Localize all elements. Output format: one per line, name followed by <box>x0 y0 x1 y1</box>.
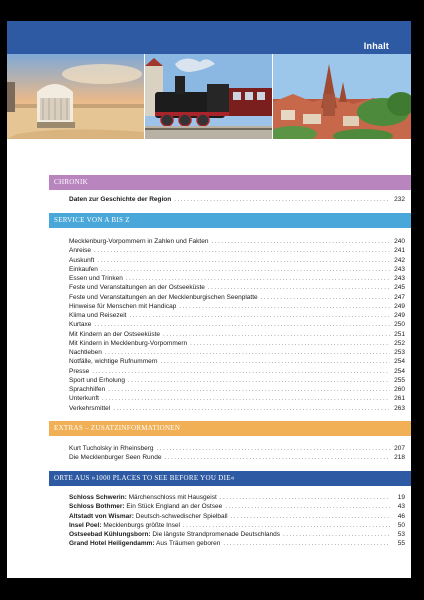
page-number: 55 <box>397 540 405 548</box>
entry-label: Mit Kindern an der Ostseeküste <box>69 330 161 338</box>
toc-entry[interactable] <box>69 376 411 385</box>
entry-label: Kurt Tucholsky in Rheinsberg <box>69 445 154 452</box>
toc-entry[interactable] <box>69 530 411 539</box>
page-number: 254 <box>394 367 405 375</box>
toc-entry[interactable] <box>69 265 411 274</box>
leader-dots <box>92 368 390 377</box>
leader-dots <box>231 513 390 522</box>
page-number: 261 <box>394 395 405 403</box>
entry-label: Die Mecklenburger Seen Runde <box>69 454 162 462</box>
page-title: Inhalt <box>363 41 389 51</box>
page-number: 240 <box>394 238 405 245</box>
leader-dots <box>101 266 390 275</box>
entry-label: Verkehrsmittel <box>69 404 111 412</box>
entry-label: Mit Kindern in Mecklenburg-Vorpommern <box>69 339 188 347</box>
leader-dots <box>157 445 390 454</box>
page-number: 245 <box>394 284 405 292</box>
leader-dots <box>261 294 390 303</box>
page-number: 251 <box>394 330 405 338</box>
toc-entry[interactable] <box>69 195 411 205</box>
toc-entry[interactable] <box>69 320 411 329</box>
place-name: Grand Hotel Heiligendamm: <box>69 540 155 548</box>
leader-dots <box>102 395 390 404</box>
toc-entry[interactable] <box>69 453 411 462</box>
toc-entry[interactable] <box>69 246 411 255</box>
entry-label: Kurtaxe <box>69 321 92 329</box>
leader-dots <box>174 195 390 205</box>
page-number: 19 <box>397 494 405 501</box>
toc-entry[interactable] <box>69 394 411 403</box>
entry-label: Mecklenburgs größte Insel <box>101 521 180 529</box>
town-church-photo <box>273 54 411 139</box>
entry-label: Ein Stück England an der Ostsee <box>124 503 223 511</box>
entry-label: Deutsch-schwedischer Spielball <box>133 512 228 520</box>
page-number: 50 <box>397 521 405 529</box>
page-number: 242 <box>394 256 405 264</box>
toc-entry[interactable] <box>69 539 411 548</box>
toc-entry[interactable] <box>69 302 411 311</box>
entry-label: Nachtleben <box>69 349 102 356</box>
toc-entry[interactable] <box>69 512 411 521</box>
page-number: 255 <box>394 376 405 384</box>
entry-label: Presse <box>69 367 90 375</box>
section-header-orte <box>49 471 411 486</box>
toc-entry[interactable] <box>69 502 411 511</box>
leader-dots <box>128 377 390 386</box>
extras-entries <box>69 444 411 463</box>
leader-dots <box>113 405 390 414</box>
service-entries <box>69 237 411 413</box>
toc-entry[interactable] <box>69 357 411 366</box>
entry-label: Sport und Erholung <box>69 376 126 384</box>
toc-entry[interactable] <box>69 283 411 292</box>
entry-label: Mecklenburg-Vorpommern in Zahlen und Fakten <box>69 238 209 245</box>
leader-dots <box>108 386 390 395</box>
place-name: Schloss Bothmer: <box>69 503 125 511</box>
entry-label: Auskunft <box>69 256 95 264</box>
toc-entry[interactable] <box>69 367 411 376</box>
leader-dots <box>161 358 390 367</box>
leader-dots <box>163 331 390 340</box>
section-title: SERVICE VON A BIS Z <box>54 216 130 224</box>
page-number: 207 <box>394 445 405 452</box>
entry-label: Die längste Strandpromenade Deutschlands <box>150 531 280 538</box>
toc-entry[interactable] <box>69 237 411 246</box>
toc-entry[interactable] <box>69 293 411 302</box>
page-number: 243 <box>394 275 405 282</box>
entry-label: Sprachhilfen <box>69 386 106 393</box>
section-header-extras <box>49 421 411 436</box>
leader-dots <box>97 257 390 266</box>
section-header-chronik <box>49 175 411 190</box>
toc-entry[interactable] <box>69 521 411 530</box>
page-number: 254 <box>394 358 405 366</box>
section-header-service <box>49 213 411 228</box>
page-number: 243 <box>394 265 405 273</box>
leader-dots <box>211 238 390 247</box>
page-number: 241 <box>394 247 405 255</box>
entry-label: Unterkunft <box>69 395 99 403</box>
entry-label: Hinweise für Menschen mit Handicap <box>69 302 177 310</box>
toc-entry[interactable] <box>69 385 411 394</box>
toc-entry[interactable] <box>69 339 411 348</box>
entry-label: Essen und Trinken <box>69 275 123 282</box>
toc-entry[interactable] <box>69 444 411 453</box>
page-number: 253 <box>394 349 405 356</box>
place-name: Altstadt von Wismar: <box>69 512 134 520</box>
leader-dots <box>220 494 390 503</box>
page-number: 263 <box>394 404 405 412</box>
place-name: Insel Poel: <box>69 521 102 529</box>
page-number: 247 <box>394 293 405 301</box>
page-number: 250 <box>394 321 405 329</box>
beach-chair-photo <box>7 54 144 139</box>
entry-label: Anreise <box>69 247 92 255</box>
page-number: 218 <box>394 454 405 462</box>
place-name: Ostseebad Kühlungsborn: <box>69 531 151 538</box>
leader-dots <box>129 312 390 321</box>
leader-dots <box>165 454 391 463</box>
toc-entry[interactable] <box>69 493 411 502</box>
section-title: ORTE AUS »1000 PLACES TO SEE BEFORE YOU DIE« <box>54 474 235 482</box>
leader-dots <box>225 503 390 512</box>
entry-label: Feste und Veranstaltungen an der Ostseeküste <box>69 284 205 292</box>
leader-dots <box>283 531 390 540</box>
page-number: 43 <box>397 503 405 511</box>
header-band <box>7 21 411 54</box>
orte-entries <box>69 493 411 549</box>
leader-dots <box>179 303 390 312</box>
toc-entry[interactable] <box>69 348 411 357</box>
entry-label: Feste und Veranstaltungen an der Mecklenburgischen Seenplatte <box>69 293 258 301</box>
leader-dots <box>223 540 390 549</box>
leader-dots <box>190 340 390 349</box>
entry-label: Klima und Reisezeit <box>69 312 127 319</box>
photo-strip <box>7 54 411 139</box>
page-number: 260 <box>394 386 405 393</box>
leader-dots <box>94 247 390 256</box>
toc-entry[interactable] <box>69 311 411 320</box>
page-number: 46 <box>397 512 405 520</box>
entry-label: Daten zur Geschichte der Region <box>69 196 172 203</box>
entry-label: Märchenschloss mit Hausgeist <box>126 494 217 501</box>
toc-page <box>7 21 411 578</box>
page-number: 252 <box>394 339 405 347</box>
toc-entry[interactable] <box>69 274 411 283</box>
toc-entry[interactable] <box>69 404 411 413</box>
section-title: CHRONIK <box>54 178 88 186</box>
page-number: 249 <box>394 302 405 310</box>
steam-train-photo <box>145 54 272 139</box>
page-number: 53 <box>397 531 405 538</box>
section-title: EXTRAS – ZUSATZINFORMATIONEN <box>54 424 181 432</box>
toc-entry[interactable] <box>69 256 411 265</box>
place-name: Schloss Schwerin: <box>69 494 127 501</box>
entry-label: Notfälle, wichtige Rufnummern <box>69 358 158 366</box>
page-number: 232 <box>394 196 405 203</box>
page-number: 249 <box>394 312 405 319</box>
beach-chair <box>37 84 75 128</box>
entry-label: Aus Träumen geboren <box>154 540 221 548</box>
chronik-entries <box>69 195 411 205</box>
toc-entry[interactable] <box>69 330 411 339</box>
entry-label: Einkaufen <box>69 265 98 273</box>
